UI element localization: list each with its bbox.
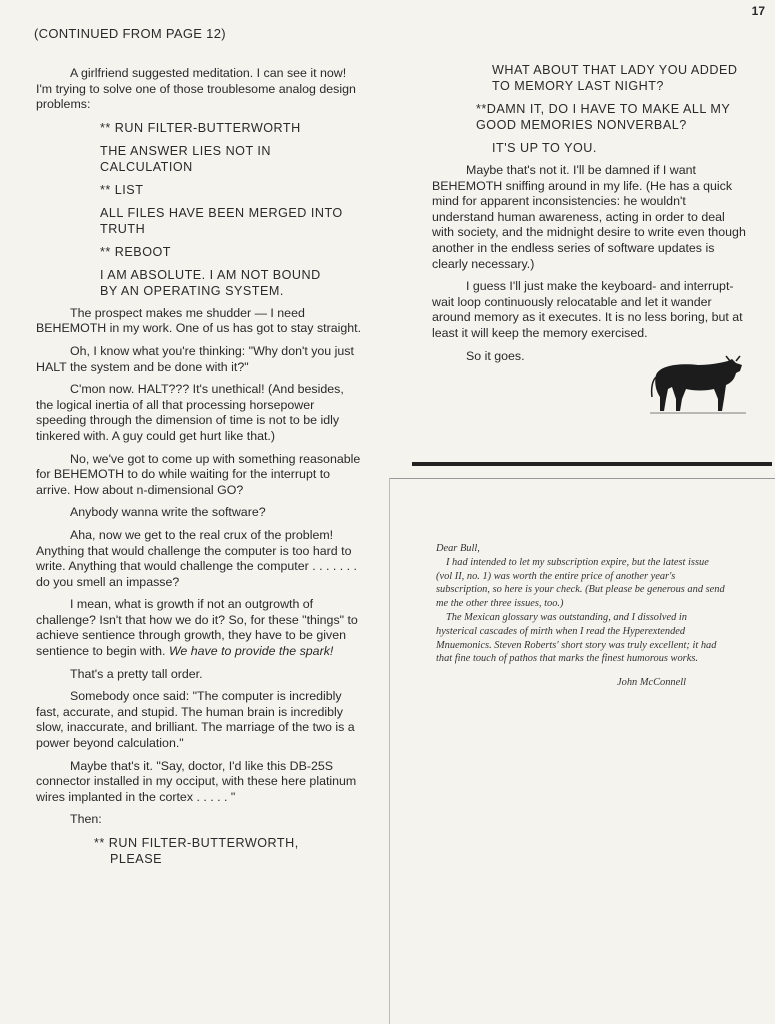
command-line: ** REBOOT [100,244,171,259]
paragraph: Aha, now we get to the real crux of the problem! Anything that would challenge the computer is too hard to write. Anything that would challenge the computer . . . . . . . do you smell an impasse? [36,527,357,589]
paragraph: Oh, I know what you're thinking: "Why don't you just HALT the system and be done with it?" [36,343,354,374]
response-line: IT'S UP TO YOU. [492,141,597,155]
letter-to-editor [436,542,726,690]
continued-header: (CONTINUED FROM PAGE 12) [34,26,226,41]
response-line: ALL FILES HAVE BEEN MERGED INTO TRUTH [100,205,343,236]
box-border-top [390,478,775,479]
paragraph: Maybe that's not it. I'll be damned if I want BEHEMOTH sniffing around in my life. (He has a quick mind for apparent inconsistencies: he wouldn't understand human awareness, acting in order to deal with society, and the midnight desire to write even though another in the endless series of software updates is clearly necessary.) [432,163,746,271]
bull-icon [650,355,746,417]
response-line [100,267,364,299]
command-line: ** RUN FILTER-BUTTERWORTH [100,120,301,135]
section-divider [412,462,772,466]
command-line-a: ** RUN FILTER-BUTTERWORTH, [94,836,299,850]
paragraph: No, we've got to come up with something reasonable for BEHEMOTH to do while waiting for the interrupt to arrive. How about n-dimensional GO? [36,451,361,497]
paragraph: Maybe that's it. "Say, doctor, I'd like this DB-25S connector installed in my occiput, with these here platinum wires implanted in the cortex . . . . . " [36,758,357,804]
left-column [36,66,364,874]
response-line-a: I AM ABSOLUTE. I AM NOT BOUND [100,267,321,282]
letter-salutation: Dear Bull, [436,543,480,554]
paragraph: The prospect makes me shudder — I need BEHEMOTH in my work. One of us has got to stay straight. [36,305,362,336]
paragraph: Then: [70,812,102,827]
box-border-left [389,478,390,1024]
paragraph [36,597,364,659]
emphasis-text: We have to provide the spark! [168,644,334,659]
response-line: WHAT ABOUT THAT LADY YOU ADDED TO MEMORY LAST NIGHT? [492,63,738,93]
paragraph: A girlfriend suggested meditation. I can see it now! I'm trying to solve one of those troublesome analog design problems: [36,66,356,112]
paragraph: That's a pretty tall order. [70,666,203,681]
paragraph-text: I mean, what is growth if not an outgrowth of challenge? Isn't that how we do it? So, for these "things" to achieve sentience through growth, they have to be given sentience to begin with. [36,597,358,659]
response-line-b: BY AN OPERATING SYSTEM. [100,283,284,298]
command-line: ** LIST [100,182,144,197]
paragraph: Anybody wanna write the software? [70,505,266,520]
response-line: THE ANSWER LIES NOT IN CALCULATION [100,143,272,174]
command-line: **DAMN IT, DO I HAVE TO MAKE ALL MY GOOD MEMORIES NONVERBAL? [476,102,731,132]
letter-paragraph: I had intended to let my subscription expire, but the latest issue (vol II, no. 1) was worth the entire price of another year's subscription, so here is your check. (But please be generous and send me the other three issues, too.) [436,556,725,610]
right-column [432,62,750,371]
paragraph: I guess I'll just make the keyboard- and interrupt-wait loop continuously relocatable and let it wander around memory as it executes. It is no less boring, but at least it will keep the memory exercised. [432,279,743,340]
page-number: 17 [751,4,765,18]
command-line [94,835,364,867]
paragraph: So it goes. [466,348,525,363]
paragraph: Somebody once said: "The computer is incredibly fast, accurate, and stupid. The human brain is incredibly slow, inaccurate, and brilliant. The marriage of the two is a power beyond calculation." [36,689,355,751]
paragraph: C'mon now. HALT??? It's unethical! (And besides, the logical inertia of all that processing horsepower speeding through the dimension of time is not to be idly tinkered with. A guy could get hurt like that.) [36,382,344,443]
command-line-b: PLEASE [110,852,163,866]
letter-paragraph: The Mexican glossary was outstanding, and I dissolved in hysterical cascades of mirth when I read the Hyperextended Mnuemonics. Steven Roberts' short story was truly excellent; it had that fine touch of pathos that marks the finest humorous works. [436,611,717,665]
letter-signature: John McConnell [617,677,686,689]
